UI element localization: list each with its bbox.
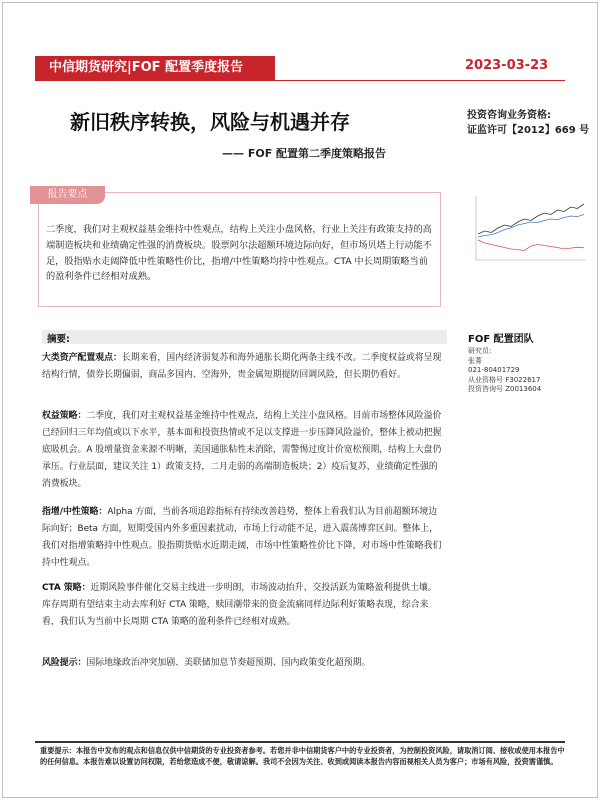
paragraph-heading: CTA 策略： [42,583,91,593]
abstract-paragraph-index-enhanced [42,504,442,572]
footer-disclaimer: 重要提示：本报告中发布的观点和信息仅供中信期货的专业投资者参考。若您并非中信期货客户中的专业投资者，为控制投资风险，请取消订阅、接收或使用本报告中的任何信息。本报告难以设置访问权限，若给您造成不便，敬请谅解。我司不会因为关注、收到或阅读本报告内容而视相关人员为客户；市场有风险，投资需谨慎。 [40,746,565,766]
paragraph-body: 国际地缘政治冲突加剧、美联储加息节奏超预期、国内政策变化超预期。 [86,658,371,668]
team-license: 从业资格号 F3022617 [468,375,541,384]
paragraph-heading: 大类资产配置观点： [42,353,122,363]
page-title: 新旧秩序转换，风险与机遇并存 [70,110,350,134]
abstract-label: 摘要: [47,334,70,345]
summary-tag: 报告要点 [30,186,105,204]
page-subtitle: —— FOF 配置第二季度策略报告 [222,147,387,160]
paragraph-heading: 指增/中性策略： [42,507,108,517]
paragraph-heading: 权益策略： [42,411,87,421]
paragraph-body: 长期来看，国内经济弱复苏和海外通胀长期化两条主线不改。二季度权益或将呈现结构行情，债券长期偏弱，商品多国内、空海外，贵金属短期提防回调风险，但长期仍看好。 [42,353,442,380]
paragraph-body: Alpha 方面，当前各项追踪指标有持续改善趋势，整体上看我们认为目前超额环境边际向好；Beta 方面，短期受国内外多重因素扰动，市场上行动能不足，进入震荡博弈区间。整体上，我们对指增策略持中性观点。股指期货贴水近期走阔，市场中性策略性价比下降，对市场中性策略我们持中性观点。 [42,507,442,568]
team-info [468,347,541,395]
qualification-line-2: 证监许可【2012】669 号 [467,125,590,136]
report-series-banner: 中信期货研究|FOF 配置季度报告 [35,56,275,80]
team-name: 张菁 [468,356,482,365]
paragraph-body: 二季度，我们对主观权益基金维持中性观点，结构上关注小盘风格。目前市场整体风险溢价已经回归三年均值或以下水平，基本面和投资热情或不足以支撑进一步压降风险溢价，整体上被动把握底吸机会。A 股增量资金来源不明晰，美国通胀粘性未消除，需警惕过度计价宽松预期，结构上大盘仍承压。行业层面，建议关注 1）政策支持，二月走弱的高端制造板块；2）疫后复苏，业绩确定性强的消费板块。 [42,411,442,489]
team-phone: 021-80401729 [468,366,520,374]
team-consult: 投资咨询号 Z0013604 [468,385,542,393]
team-title: FOF 配置团队 [468,334,534,345]
abstract-paragraph-cta [42,580,442,631]
abstract-header-bar [42,330,447,344]
summary-text: 二季度，我们对主观权益基金维持中性观点，结构上关注小盘风格，行业上关注有政策支持的高端制造板块和业绩确定性强的消费板块。股票阿尔法超额环境边际向好，但市场贝塔上行动能不足，股指贴水走阔降低中性策略性价比，指增/中性策略均持中性观点。CTA 中长周期策略当前的盈利条件已经相对成熟。 [46,224,432,283]
footer-divider [35,741,565,743]
header-divider [35,80,565,81]
abstract-paragraph-allocation [42,350,442,384]
qualification-line-1: 投资咨询业务资格: [467,110,551,121]
paragraph-heading: 风险提示： [42,658,87,668]
team-role: 研究员: [468,347,492,355]
qualification-block [467,108,589,138]
paragraph-body: 近期风险事件催化交易主线进一步明朗，市场波动抬升、交投活跃为策略盈利提供土壤。库存周期有望结束主动去库利好 CTA 策略，赎回潮带来的资金流痛同样边际利好策略表现，综合来看，我们认为当前中长周期 CTA 策略的盈利条件已经相对成熟。 [42,583,437,627]
abstract-paragraph-equity [42,408,442,493]
performance-chart [466,190,590,270]
report-date: 2023-03-23 [465,58,549,73]
abstract-paragraph-risk [42,655,442,672]
